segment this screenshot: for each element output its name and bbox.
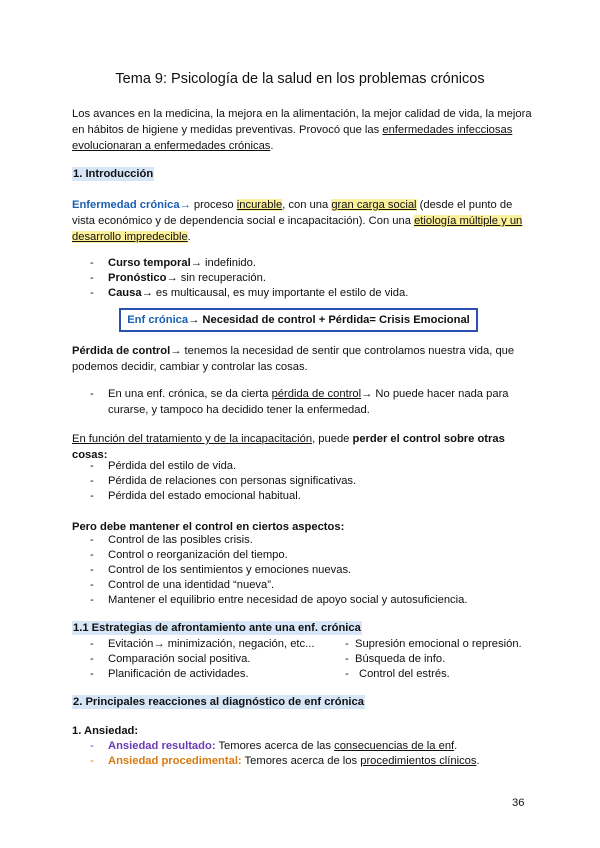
loss-item-underlined: pérdida de control bbox=[271, 388, 362, 400]
list-item: - Mantener el equilibrio entre necesidad de apoyo social y autosuficiencia. bbox=[90, 594, 468, 606]
loss-entry: Pérdida de relaciones con personas significativas. bbox=[108, 475, 357, 487]
highlight-etiologia: etiología múltiple y un desarrollo impredecible bbox=[72, 215, 523, 243]
list-item: - Pronóstico→ sin recuperación. bbox=[90, 272, 266, 284]
trait-text: → es multicausal, es muy importante el estilo de vida. bbox=[141, 287, 409, 299]
strategy-entry: Control del estrés. bbox=[359, 668, 450, 680]
intro-text: Los avances en la medicina, la mejora en la alimentación, la mejor calidad de vida, la mejora en hábitos de higiene y medidas preventivas. Provocó que las bbox=[72, 108, 532, 136]
loss-item-text-2: → No puede hacer nada para curarse, y tampoco ha decidido tener la enfermedad. bbox=[108, 388, 509, 416]
section-label: 2. Principales reacciones al diagnóstico de enf crónica bbox=[73, 696, 364, 708]
strategy-entry: Planificación de actividades. bbox=[108, 668, 249, 680]
definition-arrow: → bbox=[179, 199, 191, 211]
intro-paragraph bbox=[72, 106, 532, 154]
section-heading-strategies bbox=[72, 622, 362, 634]
section-heading-intro bbox=[72, 168, 154, 180]
highlight-carga-social: gran carga social bbox=[331, 199, 417, 211]
list-item: - Control de una identidad “nueva”. bbox=[90, 579, 275, 591]
loss-item-list bbox=[90, 386, 510, 418]
losses-list bbox=[90, 459, 356, 504]
formula-term: Enf crónica bbox=[127, 314, 189, 326]
highlight-incurable: incurable bbox=[236, 199, 283, 211]
function-bold: perder el control sobre otras cosas: bbox=[72, 433, 505, 461]
keep-heading: Pero debe mantener el control en ciertos aspectos: bbox=[72, 521, 345, 533]
page-number: 36 bbox=[512, 797, 525, 809]
trait-label: Pronóstico bbox=[108, 272, 167, 284]
intro-end: . bbox=[270, 140, 274, 152]
list-item: - Pérdida de relaciones con personas significativas. bbox=[90, 475, 357, 487]
def-text-3: (desde el punto de vista económico y de dependencia social e incapacitación). Con una bbox=[72, 199, 513, 227]
anxiety-end: . bbox=[476, 755, 480, 767]
formula-box bbox=[119, 308, 478, 332]
keep-entry: Control de los sentimientos y emociones nuevas. bbox=[108, 564, 352, 576]
anxiety-text: Temores acerca de los bbox=[241, 755, 361, 767]
list-item: - Comparación social positiva. bbox=[90, 653, 251, 665]
def-text-1: proceso bbox=[190, 199, 237, 211]
def-text-2: , con una bbox=[282, 199, 332, 211]
keep-list bbox=[90, 533, 467, 608]
page-title: Tema 9: Psicología de la salud en los problemas crónicos bbox=[115, 71, 485, 87]
anxiety-end: . bbox=[454, 740, 458, 752]
list-item: - Curso temporal→ indefinido. bbox=[90, 257, 256, 269]
trait-label: Curso temporal bbox=[108, 257, 191, 269]
keep-entry: Control de una identidad “nueva”. bbox=[108, 579, 275, 591]
trait-label: Causa bbox=[108, 287, 142, 299]
list-item: - Evitación→ minimización, negación, etc... bbox=[90, 638, 315, 650]
list-item: - En una enf. crónica, se da cierta pérdida de control→ No puede hacer nada para curarse, y tampoco ha decidido tener la enfermedad. bbox=[90, 388, 509, 416]
anxiety-label: Ansiedad procedimental: bbox=[108, 755, 242, 767]
list-item: - Búsqueda de info. bbox=[345, 653, 446, 665]
loss-text: → tenemos la necesidad de sentir que controlamos nuestra vida, que podemos decidir, cambiar y controlar las cosas. bbox=[72, 345, 515, 373]
section-heading-reactions bbox=[72, 696, 365, 708]
intro-underlined: enfermedades infecciosas evolucionaran a enfermedades crónicas bbox=[72, 124, 513, 152]
trait-text: → indefinido. bbox=[190, 257, 256, 269]
strategy-entry: Búsqueda de info. bbox=[355, 653, 446, 665]
loss-paragraph bbox=[72, 343, 532, 375]
strategy-entry: Comparación social positiva. bbox=[108, 653, 251, 665]
list-item: - Control del estrés. bbox=[345, 668, 450, 680]
list-item: - Ansiedad procedimental: Temores acerca de los procedimientos clínicos. bbox=[90, 755, 480, 767]
anxiety-underlined: consecuencias de la enf bbox=[334, 740, 455, 752]
loss-term: Pérdida de control bbox=[72, 345, 171, 357]
function-text: , puede bbox=[312, 433, 353, 445]
list-item: - Ansiedad resultado: Temores acerca de las consecuencias de la enf. bbox=[90, 740, 458, 752]
trait-text: → sin recuperación. bbox=[166, 272, 266, 284]
list-item: - Control de los sentimientos y emociones nuevas. bbox=[90, 564, 352, 576]
anxiety-underlined: procedimientos clínicos bbox=[360, 755, 477, 767]
keep-entry: Mantener el equilibrio entre necesidad de apoyo social y autosuficiencia. bbox=[108, 594, 468, 606]
section-label: 1.1 Estrategias de afrontamiento ante una enf. crónica bbox=[73, 622, 361, 634]
list-item: - Pérdida del estilo de vida. bbox=[90, 460, 237, 472]
loss-entry: Pérdida del estilo de vida. bbox=[108, 460, 237, 472]
keep-entry: Control de las posibles crisis. bbox=[108, 534, 253, 546]
section-label: 1. Introducción bbox=[73, 168, 154, 180]
subsection-heading-anxiety: 1. Ansiedad: bbox=[72, 725, 139, 737]
strategy-entry: Evitación→ minimización, negación, etc... bbox=[108, 638, 315, 650]
keep-entry: Control o reorganización del tiempo. bbox=[108, 549, 288, 561]
definition-term: Enfermedad crónica bbox=[72, 199, 180, 211]
def-text-4: . bbox=[187, 231, 191, 243]
list-item: - Planificación de actividades. bbox=[90, 668, 249, 680]
list-item: - Pérdida del estado emocional habitual. bbox=[90, 490, 301, 502]
loss-entry: Pérdida del estado emocional habitual. bbox=[108, 490, 301, 502]
list-item: - Causa→ es multicausal, es muy importante el estilo de vida. bbox=[90, 287, 409, 299]
formula-rest: → Necesidad de control + Pérdida= Crisis Emocional bbox=[188, 314, 470, 326]
list-item: - Control de las posibles crisis. bbox=[90, 534, 253, 546]
list-item: - Supresión emocional o represión. bbox=[345, 638, 522, 650]
definition-paragraph bbox=[72, 197, 532, 245]
anxiety-list bbox=[90, 739, 480, 769]
anxiety-label: Ansiedad resultado: bbox=[108, 740, 216, 752]
strategies-right-list bbox=[345, 637, 522, 682]
strategy-entry: Supresión emocional o represión. bbox=[355, 638, 522, 650]
anxiety-text: Temores acerca de las bbox=[215, 740, 335, 752]
function-underlined: En función del tratamiento y de la incapacitación bbox=[72, 433, 313, 445]
traits-list bbox=[90, 256, 408, 301]
strategies-left-list bbox=[90, 637, 314, 682]
loss-item-text-1: En una enf. crónica, se da cierta bbox=[108, 388, 272, 400]
list-item: - Control o reorganización del tiempo. bbox=[90, 549, 288, 561]
